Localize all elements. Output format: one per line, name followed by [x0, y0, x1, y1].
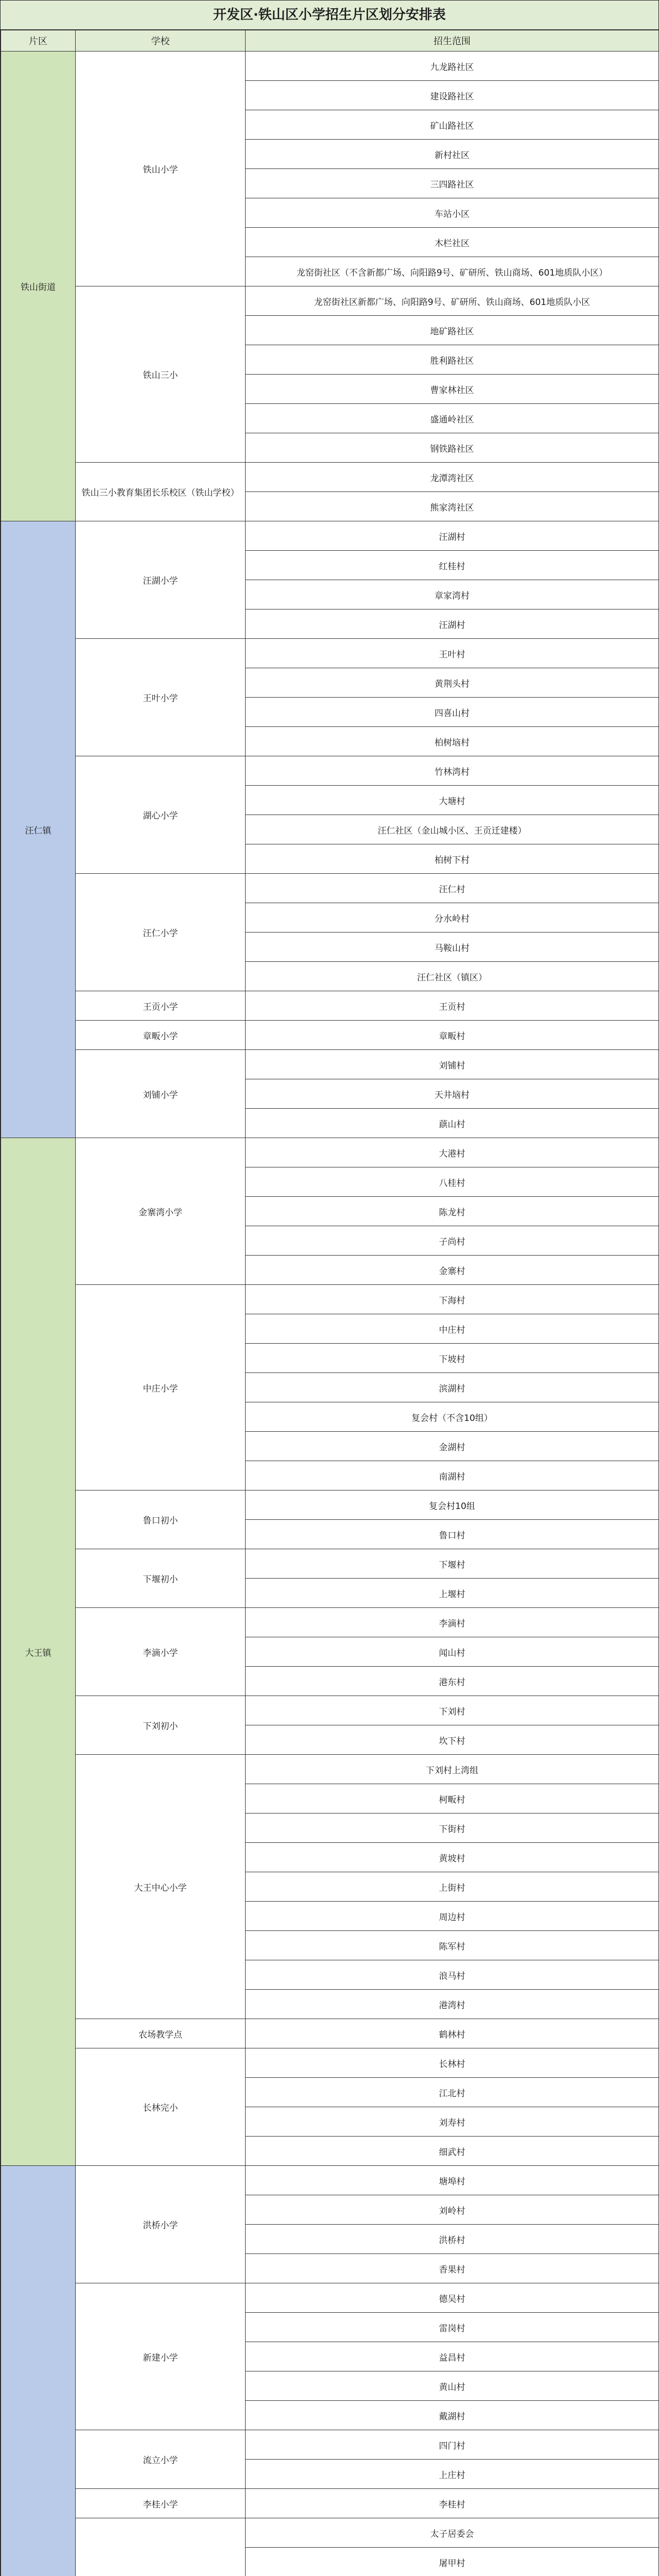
school-cell: 长林完小: [76, 2048, 246, 2166]
range-cell: 陈军村: [246, 1931, 659, 1960]
range-cell: 章家湾村: [246, 580, 659, 609]
range-cell: 复会村10组: [246, 1490, 659, 1520]
range-cell: 中庄村: [246, 1314, 659, 1344]
range-cell: 章畈村: [246, 1021, 659, 1050]
range-cell: 柏树下村: [246, 844, 659, 874]
school-cell: 汪仁小学: [76, 874, 246, 991]
range-cell: 港湾村: [246, 1990, 659, 2019]
range-cell: 刘岭村: [246, 2195, 659, 2225]
range-cell: 龙潭湾社区: [246, 463, 659, 492]
school-cell: 铁山三小: [76, 286, 246, 463]
table-row: [1, 874, 659, 903]
range-cell: 雷岗村: [246, 2313, 659, 2342]
page-title: 开发区·铁山区小学招生片区划分安排表: [1, 1, 658, 30]
range-cell: 子尚村: [246, 1226, 659, 1256]
range-cell: 地矿路社区: [246, 316, 659, 345]
range-cell: 细武村: [246, 2137, 659, 2166]
range-cell: 金湖村: [246, 1432, 659, 1461]
school-cell: 金寨湾小学: [76, 1138, 246, 1285]
range-cell: 黄坡村: [246, 1843, 659, 1872]
range-cell: 黄荆头村: [246, 668, 659, 698]
table-row: [1, 1138, 659, 1167]
range-cell: 鹤林村: [246, 2019, 659, 2048]
range-cell: 盛通岭社区: [246, 404, 659, 433]
range-cell: 上街村: [246, 1872, 659, 1902]
district-cell: 铁山街道: [1, 52, 76, 521]
table-row: [1, 2019, 659, 2048]
range-cell: 复会村（不含10组）: [246, 1402, 659, 1432]
district-cell: 大王镇: [1, 1138, 76, 2166]
range-cell: 李桂村: [246, 2489, 659, 2518]
table-body: [1, 52, 659, 2576]
range-cell: 车站小区: [246, 198, 659, 228]
range-cell: 钢铁路社区: [246, 433, 659, 463]
range-cell: 八桂村: [246, 1167, 659, 1197]
range-cell: 下海村: [246, 1285, 659, 1314]
school-cell: 流立小学: [76, 2430, 246, 2489]
school-cell: 洪桥小学: [76, 2166, 246, 2283]
table-row: [1, 2430, 659, 2460]
school-cell: 下堰初小: [76, 1549, 246, 1608]
range-cell: 大塘村: [246, 786, 659, 815]
table-row: [1, 1285, 659, 1314]
range-cell: 刘铺村: [246, 1050, 659, 1079]
school-cell: 李桂小学: [76, 2489, 246, 2518]
admission-table: [1, 30, 659, 2576]
table-row: [1, 991, 659, 1021]
school-cell: 章畈小学: [76, 1021, 246, 1050]
table-row: [1, 2518, 659, 2548]
range-cell: 塘埠村: [246, 2166, 659, 2195]
range-cell: 坎下村: [246, 1725, 659, 1755]
table-row: [1, 521, 659, 551]
range-cell: 蕻山村: [246, 1109, 659, 1138]
range-cell: 刘寿村: [246, 2107, 659, 2137]
range-cell: 马鞍山村: [246, 933, 659, 962]
range-cell: 汪湖村: [246, 609, 659, 639]
school-cell: 中庄小学: [76, 1285, 246, 1490]
school-cell: 刘铺小学: [76, 1050, 246, 1138]
school-cell: 农场教学点: [76, 2019, 246, 2048]
range-cell: 新村社区: [246, 140, 659, 169]
range-cell: 长林村: [246, 2048, 659, 2078]
school-cell: 大王中心小学: [76, 1755, 246, 2019]
range-cell: 天井垴村: [246, 1079, 659, 1109]
table-row: [1, 1549, 659, 1579]
table-row: [1, 639, 659, 668]
range-cell: 周边村: [246, 1902, 659, 1931]
range-cell: 南湖村: [246, 1461, 659, 1490]
range-cell: 龙窑街社区（不含新都广场、向阳路9号、矿研所、铁山商场、601地质队小区）: [246, 257, 659, 286]
range-cell: 龙窑街社区新都广场、向阳路9号、矿研所、铁山商场、601地质队小区: [246, 286, 659, 316]
table-row: [1, 2283, 659, 2313]
school-cell: 铁山小学: [76, 52, 246, 286]
district-cell: 汪仁镇: [1, 521, 76, 1138]
range-cell: 益昌村: [246, 2342, 659, 2371]
table-row: [1, 1608, 659, 1637]
range-cell: 洪桥村: [246, 2225, 659, 2254]
school-cell: 下刘初小: [76, 1696, 246, 1755]
range-cell: 江北村: [246, 2078, 659, 2107]
range-cell: 汪仁社区（金山城小区、王贡迁建楼）: [246, 815, 659, 844]
range-cell: 胜利路社区: [246, 345, 659, 375]
range-cell: 汪湖村: [246, 521, 659, 551]
range-cell: 王贡村: [246, 991, 659, 1021]
range-cell: 矿山路社区: [246, 110, 659, 140]
school-cell: 李滴小学: [76, 1608, 246, 1696]
range-cell: 竹林湾村: [246, 756, 659, 786]
range-cell: 黄山村: [246, 2371, 659, 2401]
table-row: [1, 1696, 659, 1725]
table-row: [1, 463, 659, 492]
range-cell: 德吴村: [246, 2283, 659, 2313]
range-cell: 四门村: [246, 2430, 659, 2460]
table-row: [1, 2489, 659, 2518]
range-cell: 闻山村: [246, 1637, 659, 1667]
table-header-row: [1, 30, 659, 52]
range-cell: 屠甲村: [246, 2548, 659, 2576]
range-cell: 四喜山村: [246, 698, 659, 727]
school-cell: 鲁口初小: [76, 1490, 246, 1549]
range-cell: 陈龙村: [246, 1197, 659, 1226]
table-row: [1, 1021, 659, 1050]
range-cell: 分水岭村: [246, 903, 659, 933]
table-row: [1, 1050, 659, 1079]
school-cell: 新建小学: [76, 2283, 246, 2430]
header-district: 片区: [1, 30, 76, 52]
table-row: [1, 286, 659, 316]
range-cell: 建设路社区: [246, 81, 659, 110]
range-cell: 下堰村: [246, 1549, 659, 1579]
school-cell: 汪湖小学: [76, 521, 246, 639]
range-cell: 戴湖村: [246, 2401, 659, 2430]
school-cell: 铁山三小教育集团长乐校区（铁山学校）: [76, 463, 246, 521]
table-row: [1, 756, 659, 786]
range-cell: 熊家湾社区: [246, 492, 659, 521]
header-school: 学校: [76, 30, 246, 52]
table-row: [1, 2048, 659, 2078]
school-cell: [76, 2518, 246, 2576]
range-cell: 王叶村: [246, 639, 659, 668]
range-cell: 港东村: [246, 1667, 659, 1696]
range-cell: 太子居委会: [246, 2518, 659, 2548]
district-cell: [1, 2166, 76, 2576]
range-cell: 李滴村: [246, 1608, 659, 1637]
range-cell: 下刘村上湾组: [246, 1755, 659, 1784]
range-cell: 柏树垴村: [246, 727, 659, 756]
table-row: [1, 1755, 659, 1784]
range-cell: 鲁口村: [246, 1520, 659, 1549]
range-cell: 三四路社区: [246, 169, 659, 198]
range-cell: 汪仁村: [246, 874, 659, 903]
range-cell: 九龙路社区: [246, 52, 659, 81]
school-cell: 王叶小学: [76, 639, 246, 756]
range-cell: 浪马村: [246, 1960, 659, 1990]
range-cell: 金寨村: [246, 1256, 659, 1285]
header-range: 招生范围: [246, 30, 659, 52]
table-row: [1, 2166, 659, 2195]
range-cell: 上堰村: [246, 1579, 659, 1608]
range-cell: 滨湖村: [246, 1373, 659, 1402]
range-cell: 下街村: [246, 1814, 659, 1843]
range-cell: 下刘村: [246, 1696, 659, 1725]
table-row: [1, 1490, 659, 1520]
range-cell: 香果村: [246, 2254, 659, 2283]
school-cell: 湖心小学: [76, 756, 246, 874]
range-cell: 大港村: [246, 1138, 659, 1167]
school-cell: 王贡小学: [76, 991, 246, 1021]
range-cell: 曹家林社区: [246, 375, 659, 404]
range-cell: 红桂村: [246, 551, 659, 580]
range-cell: 上庄村: [246, 2460, 659, 2489]
range-cell: 柯畈村: [246, 1784, 659, 1814]
range-cell: 汪仁社区（镇区）: [246, 962, 659, 991]
range-cell: 下坡村: [246, 1344, 659, 1373]
table-row: [1, 52, 659, 81]
range-cell: 木栏社区: [246, 228, 659, 257]
